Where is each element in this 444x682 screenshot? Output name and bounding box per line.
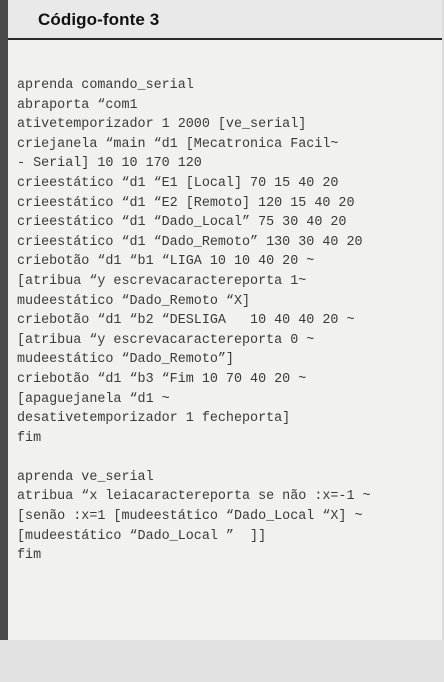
- code-line: fim: [17, 548, 42, 564]
- code-line: [senão :x=1 [mudeestático “Dado_Local “X] ~: [17, 509, 363, 525]
- code-line: criebotão “d1 “b2 “DESLIGA 10 40 40 20 ~: [17, 313, 355, 329]
- listing-header: [8, 0, 442, 38]
- code-line: aprenda ve_serial: [17, 469, 154, 485]
- left-accent-bar: [0, 0, 8, 640]
- page-bottom-margin: [0, 640, 444, 682]
- code-line: crieestático “d1 “Dado_Remoto” 130 30 40 20: [17, 234, 363, 250]
- code-line: crieestático “d1 “E1 [Local] 70 15 40 20: [17, 175, 339, 191]
- code-line: atribua “x leiacaractereporta se não :x=-1 ~: [17, 489, 371, 505]
- code-line: [mudeestático “Dado_Local ” ]]: [17, 528, 267, 544]
- code-line: crieestático “d1 “E2 [Remoto] 120 15 40 20: [17, 195, 355, 211]
- code-line: ativetemporizador 1 2000 [ve_serial]: [17, 117, 307, 133]
- code-line: criebotão “d1 “b1 “LIGA 10 10 40 20 ~: [17, 254, 315, 270]
- code-line: fim: [17, 430, 42, 446]
- code-line: abraporta “com1: [17, 97, 138, 113]
- source-code-block: [17, 76, 371, 566]
- code-line: mudeestático “Dado_Remoto”]: [17, 352, 234, 368]
- code-line-blank: [17, 448, 371, 468]
- code-line: - Serial] 10 10 170 120: [17, 156, 202, 172]
- code-line: crieestático “d1 “Dado_Local” 75 30 40 20: [17, 215, 347, 231]
- code-line: mudeestático “Dado_Remoto “X]: [17, 293, 251, 309]
- code-line: [atribua “y escrevacaractereporta 0 ~: [17, 332, 315, 348]
- code-line: aprenda comando_serial: [17, 78, 194, 93]
- code-line: desativetemporizador 1 fecheporta]: [17, 411, 291, 427]
- code-line: criebotão “d1 “b3 “Fim 10 70 40 20 ~: [17, 371, 307, 387]
- code-line: criejanela “main “d1 [Mecatronica Facil~: [17, 136, 339, 152]
- listing-title: Código-fonte 3: [38, 10, 160, 29]
- code-line: [atribua “y escrevacaractereporta 1~: [17, 273, 307, 289]
- title-underline: [8, 38, 442, 40]
- code-line: [apaguejanela “d1 ~: [17, 391, 170, 407]
